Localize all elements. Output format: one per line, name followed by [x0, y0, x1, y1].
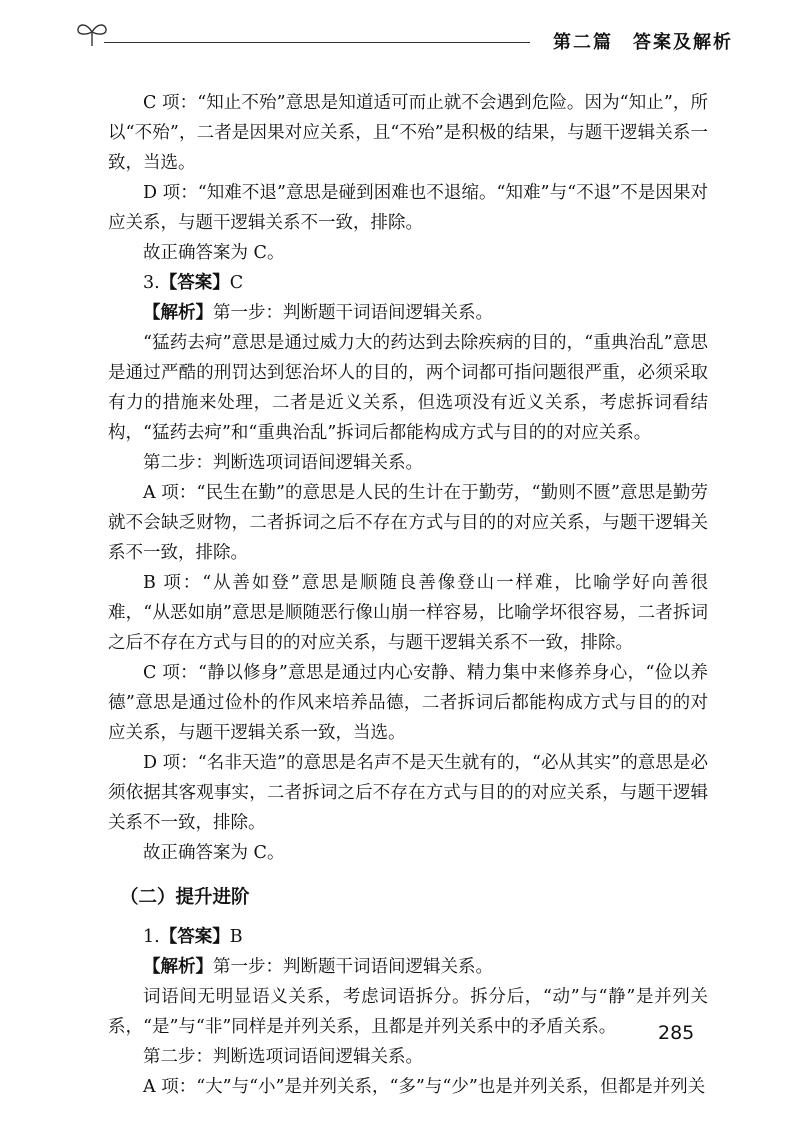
sprout-icon: [76, 18, 108, 48]
analysis-label: 【解析】: [143, 957, 213, 977]
paragraph: 第二步：判断选项词语间逻辑关系。: [143, 1047, 423, 1067]
page-number: 285: [658, 1022, 695, 1044]
analysis-line: [108, 298, 708, 328]
paragraph: “猛药去疴”意思是通过威力大的药达到去除疾病的目的，“重典治乱”意思是通过严酷的刑罚达到惩治坏人的目的，两个词都可指问题很严重，必须采取有力的措施来处理，二者是近义关系，但选项没有近义关系，考虑拆词看结构，“猛药去疴”和“重典治乱”拆词后都能构成方式与目的的对应关系。: [108, 333, 708, 443]
paragraph: D 项：“名非天造”的意思是名声不是天生就有的，“必从其实”的意思是必须依据其客观事实，二者拆词之后不存在方式与目的的对应关系，与题干逻辑关系不一致，排除。: [108, 753, 708, 833]
analysis-line: [108, 952, 708, 982]
paragraph: 故正确答案为 C。: [143, 843, 285, 863]
analysis-step: 第一步：判断题干词语间逻辑关系。: [213, 957, 493, 977]
section-title: （二）提升进阶: [120, 887, 250, 908]
paragraph: C 项：“知止不殆”意思是知道适可而止就不会遇到危险。因为“知止”，所以“不殆”，二者是因果对应关系，且“不殆”是积极的结果，与题干逻辑关系一致，当选。: [108, 93, 708, 173]
question-number: 3.: [143, 273, 160, 293]
question-number: 1.: [143, 927, 160, 947]
answer-value: C: [229, 273, 244, 293]
paragraph: 故正确答案为 C。: [143, 243, 285, 263]
answer-line: [108, 268, 708, 298]
analysis-step: 第一步：判断题干词语间逻辑关系。: [213, 303, 493, 323]
header-rule: [104, 42, 530, 43]
paragraph: C 项：“静以修身”意思是通过内心安静、精力集中来修养身心，“俭以养德”意思是通过俭朴的作风来培养品德，二者拆词后都能构成方式与目的的对应关系，与题干逻辑关系一致，当选。: [108, 663, 708, 743]
answer-label: 【答案】: [159, 927, 230, 947]
answer-label: 【答案】: [159, 273, 230, 293]
analysis-label: 【解析】: [143, 303, 213, 323]
paragraph: B 项：“从善如登”意思是顺随良善像登山一样难，比喻学好向善很难，“从恶如崩”意思是顺随恶行像山崩一样容易，比喻学坏很容易，二者拆词之后不存在方式与目的的对应关系，与题干逻辑关系不一致，排除。: [108, 573, 708, 653]
paragraph: 词语间无明显语义关系，考虑词语拆分。拆分后，“动”与“静”是并列关系，“是”与“非”同样是并列关系，且都是并列关系中的矛盾关系。: [108, 987, 708, 1037]
header-title: 第二篇 答案及解析: [553, 32, 733, 53]
paragraph: D 项：“知难不退”意思是碰到困难也不退缩。“知难”与“不退”不是因果对应关系，与题干逻辑关系不一致，排除。: [108, 183, 708, 233]
page-header: [0, 0, 800, 60]
answer-value: B: [229, 927, 243, 947]
page-content: [108, 88, 708, 1102]
paragraph: A 项：“民生在勤”的意思是人民的生计在于勤劳，“勤则不匮”意思是勤劳就不会缺乏财物，二者拆词之后不存在方式与目的的对应关系，与题干逻辑关系不一致，排除。: [108, 483, 708, 563]
paragraph: A 项：“大”与“小”是并列关系，“多”与“少”也是并列关系，但都是并列关: [143, 1077, 706, 1097]
answer-line: [108, 922, 708, 952]
paragraph: 第二步：判断选项词语间逻辑关系。: [143, 453, 423, 473]
